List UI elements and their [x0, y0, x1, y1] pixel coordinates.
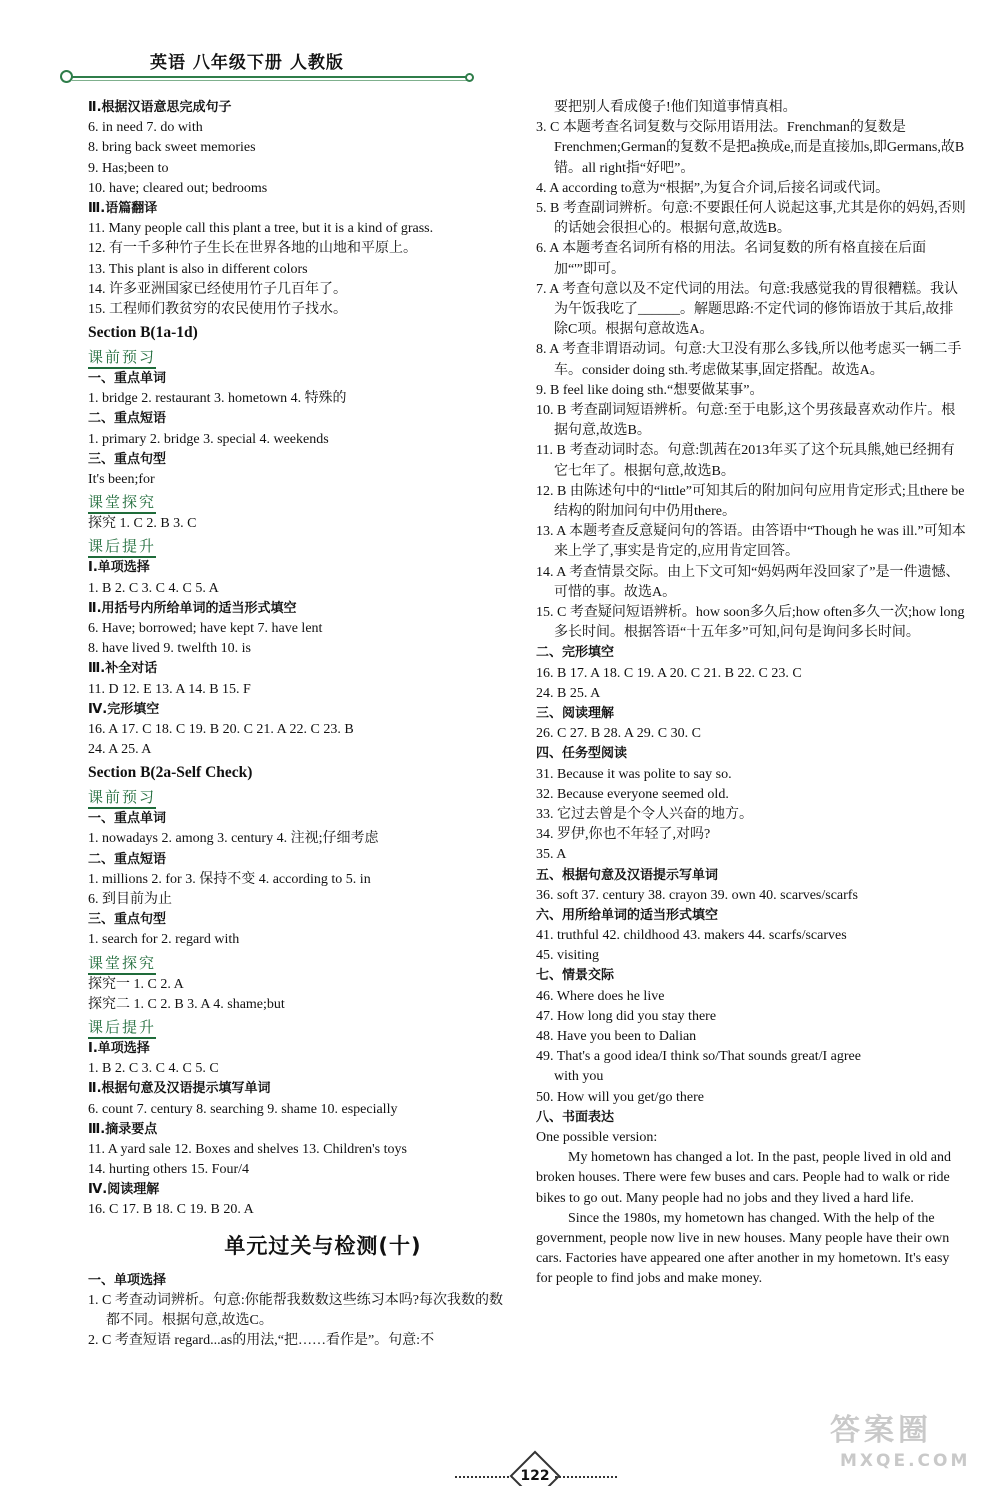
answer-line: It's been;for: [88, 472, 155, 487]
section-heading: 三、阅读理解: [536, 706, 615, 722]
stage-label: [88, 1015, 508, 1039]
essay-paragraph: My hometown has changed a lot. In the past, people lived in old and broken houses. There were few buses and cars. People had to walk or ride bikes to go out. Many people had no jobs and they lived a hard life.: [536, 1150, 951, 1206]
watermark-logo-text: 答案圈: [830, 1413, 932, 1448]
answer-line: 1. bridge 2. restaurant 3. hometown 4. 特殊的: [88, 391, 347, 407]
explanation-item: 7. A 考查句意以及不定代词的用法。句意:我感觉我的胃很糟糕。我认为午饭我吃了______。解题思路:不定代词的修饰语放于其后,故排除C项。根据句意故选A。: [536, 281, 958, 338]
answer-line: 6. count 7. century 8. searching 9. shame 10. especially: [88, 1101, 398, 1117]
answer-line: 6. Have; borrowed; have kept 7. have lent: [88, 620, 323, 636]
stage-label-text: 课后提升: [88, 1018, 156, 1039]
answer-line: 探究二 1. C 2. B 3. A 4. shame;but: [88, 996, 285, 1012]
section-title: Section B(1a-1d): [88, 324, 198, 342]
explanation-item: 11. B 考查动词时态。句意:凯茜在2013年买了这个玩具熊,她已经拥有它七年了。根据句意,故选B。: [536, 443, 955, 479]
section-heading: 五、根据句意及汉语提示写单词: [536, 867, 719, 883]
stage-label-text: 课前预习: [88, 348, 156, 369]
unit-title: 单元过关与检测(十): [224, 1233, 422, 1258]
section-title: Section B(2a-Self Check): [88, 764, 253, 782]
explanation-item: 1. C 考查动词辨析。句意:你能帮我数数这些练习本吗?每次我数的数都不同。根据句意,故选C。: [88, 1292, 503, 1329]
right-column: [536, 98, 966, 1290]
answer-line: 34. 罗伊,你也不年轻了,对吗?: [536, 827, 711, 843]
section-heading: Ⅲ.摘录要点: [88, 1121, 158, 1137]
answer-line: 46. Where does he live: [536, 988, 665, 1004]
answer-line: One possible version:: [536, 1129, 658, 1145]
explanation-item: 14. A 考查情景交际。由上下文可知“妈妈两年没回家了”是一件遗憾、可惜的事。故选A。: [536, 564, 960, 600]
explanation-item: 13. A 本题考查反意疑问句的答语。由答语中“Though he was ill.”可知本来上学了,事实是肯定的,应用肯定回答。: [536, 524, 966, 560]
explanation-item: 12. B 由陈述句中的“little”可知其后的附加问句应用肯定形式;且there be结构的附加问句中仍用there。: [536, 483, 965, 520]
explanation-item: 15. C 考查疑问短语辨析。how soon多久后;how often多久一次;how long多长时间。根据答语“十五年多”可知,问句是询问多长时间。: [536, 605, 965, 641]
page-footer: [455, 1462, 615, 1486]
answer-line: 41. truthful 42. childhood 43. makers 44. scarfs/scarves: [536, 928, 847, 944]
answer-line: 45. visiting: [536, 948, 600, 964]
stage-label: [88, 490, 508, 514]
answer-line: 13. This plant is also in different colors: [88, 261, 308, 277]
answer-line: 1. primary 2. bridge 3. special 4. weekends: [88, 431, 329, 447]
section-heading: 三、重点句型: [88, 912, 167, 928]
book-title: 英语 八年级下册 人教版: [150, 53, 344, 73]
answer-line: 12. 有一千多种竹子生长在世界各地的山地和平原上。: [88, 241, 417, 257]
stage-label: [88, 345, 508, 369]
answer-line: 16. C 17. B 18. C 19. B 20. A: [88, 1202, 254, 1218]
section-heading: Ⅱ.根据句意及汉语提示填写单词: [88, 1081, 271, 1097]
continuation-line: 要把别人看成傻子!他们知道事情真相。: [554, 100, 797, 115]
explanation-item: 6. A 本题考查名词所有格的用法。名词复数的所有格直接在后面加“'”即可。: [536, 241, 927, 277]
explanation-item: 9. B feel like doing sth.“想要做某事”。: [536, 382, 764, 398]
left-column: [88, 98, 508, 1351]
section-heading: Ⅲ.语篇翻译: [88, 200, 158, 216]
stage-label: [88, 785, 508, 809]
stage-label: [88, 951, 508, 975]
section-heading: 三、重点句型: [88, 451, 167, 467]
essay-paragraph: Since the 1980s, my hometown has changed. With the help of the government, people now live in new houses. Many people have their own cars. Factories have appeared one after another in my hometown. It's easy for people to find jobs and make money.: [536, 1210, 950, 1287]
explanation-item: 2. C 考查短语 regard...as的用法,“把……看作是”。句意:不: [88, 1333, 435, 1349]
answer-line: 1. B 2. C 3. C 4. C 5. C: [88, 1061, 219, 1077]
page-number-badge: [510, 1451, 561, 1486]
section-heading: 一、重点单词: [88, 371, 167, 387]
answer-line: 24. B 25. A: [536, 685, 601, 701]
section-heading: 一、单项选择: [88, 1272, 167, 1288]
answer-line: 24. A 25. A: [88, 742, 152, 758]
answer-line: 6. in need 7. do with: [88, 120, 203, 136]
answer-line: 16. A 17. C 18. C 19. B 20. C 21. A 22. C 23. B: [88, 721, 354, 737]
answer-line: 10. have; cleared out; bedrooms: [88, 180, 268, 196]
continuation-line: with you: [554, 1069, 604, 1085]
answer-line: 6. 到目前为止: [88, 892, 172, 907]
answer-line: 探究一 1. C 2. A: [88, 976, 184, 992]
section-heading: Ⅳ.完形填空: [88, 701, 160, 717]
page-header: [60, 48, 470, 88]
stage-label-text: 课前预习: [88, 788, 156, 809]
explanation-item: 10. B 考查副词短语辨析。句意:至于电影,这个男孩最喜欢动作片。根据句意,故选B。: [536, 403, 956, 439]
section-heading: 二、重点短语: [88, 851, 167, 867]
stage-label-text: 课堂探究: [88, 493, 156, 514]
header-rule-thin: [72, 80, 472, 81]
section-heading: Ⅲ.补全对话: [88, 661, 158, 677]
answer-line: 33. 它过去曾是个令人兴奋的地方。: [536, 806, 753, 822]
header-rule: [72, 76, 472, 78]
footer-dots-right: [555, 1476, 617, 1478]
section-heading: Ⅰ.单项选择: [88, 560, 150, 576]
answer-line: 1. nowadays 2. among 3. century 4. 注视;仔细考虑: [88, 831, 379, 847]
answer-line: 31. Because it was polite to say so.: [536, 766, 732, 782]
answer-line: 探究 1. C 2. B 3. C: [88, 516, 197, 532]
explanation-item: 3. C 本题考查名词复数与交际用语用法。Frenchman的复数是Frenchmen;German的复数不是把a换成e,而是直接加s,即Germans,故B错。all right指“好吧”。: [536, 120, 965, 176]
answer-line: 32. Because everyone seemed old.: [536, 786, 729, 802]
answer-line: 49. That's a good idea/I think so/That sounds great/I agree: [536, 1049, 861, 1065]
answer-line: 50. How will you get/go there: [536, 1089, 704, 1105]
answer-line: 14. hurting others 15. Four/4: [88, 1162, 249, 1178]
watermark: [830, 1412, 990, 1482]
stage-label-text: 课堂探究: [88, 954, 156, 975]
footer-dots-left: [455, 1476, 517, 1478]
answer-line: 35. A: [536, 847, 567, 863]
answer-line: 9. Has;been to: [88, 160, 169, 176]
answer-line: 8. bring back sweet memories: [88, 140, 256, 156]
section-heading: Ⅱ.用括号内所给单词的适当形式填空: [88, 600, 297, 616]
answer-line: 1. search for 2. regard with: [88, 932, 240, 948]
answer-line: 14. 许多亚洲国家已经使用竹子几百年了。: [88, 281, 347, 297]
header-ring-right: [465, 73, 474, 82]
stage-label-text: 课后提升: [88, 537, 156, 558]
section-heading: 二、重点短语: [88, 411, 167, 427]
section-heading: 二、完形填空: [536, 645, 615, 661]
answer-line: 11. D 12. E 13. A 14. B 15. F: [88, 681, 251, 697]
section-heading: 一、重点单词: [88, 811, 167, 827]
answer-line: 36. soft 37. century 38. crayon 39. own 40. scarves/scarfs: [536, 887, 858, 903]
answer-line: 1. B 2. C 3. C 4. C 5. A: [88, 580, 219, 596]
answer-line: 8. have lived 9. twelfth 10. is: [88, 641, 251, 657]
watermark-url: MXQE.COM: [840, 1451, 971, 1471]
answer-line: 47. How long did you stay there: [536, 1008, 717, 1024]
answer-line: 1. millions 2. for 3. 保持不变 4. according to 5. in: [88, 871, 371, 887]
answer-line: 48. Have you been to Dalian: [536, 1029, 697, 1045]
answer-line: 11. A yard sale 12. Boxes and shelves 13. Children's toys: [88, 1141, 407, 1157]
stage-label: [88, 534, 508, 558]
page-number: 122: [520, 1468, 550, 1484]
section-heading: Ⅳ.阅读理解: [88, 1182, 160, 1198]
explanation-item: 8. A 考查非谓语动词。句意:大卫没有那么多钱,所以他考虑买一辆二手车。consider doing sth.考虑做某事,固定搭配。故选A。: [536, 342, 962, 378]
answer-line: 16. B 17. A 18. C 19. A 20. C 21. B 22. C 23. C: [536, 665, 802, 681]
section-heading: 八、书面表达: [536, 1109, 615, 1125]
section-heading: Ⅱ.根据汉语意思完成句子: [88, 100, 232, 115]
answer-line: 15. 工程师们教贫穷的农民使用竹子找水。: [88, 301, 347, 317]
answer-line: 26. C 27. B 28. A 29. C 30. C: [536, 726, 701, 742]
section-heading: Ⅰ.单项选择: [88, 1040, 150, 1056]
answer-line: 11. Many people call this plant a tree, but it is a kind of grass.: [88, 221, 434, 237]
explanation-item: 4. A according to意为“根据”,为复合介词,后接名词或代词。: [536, 180, 890, 196]
explanation-item: 5. B 考查副词辨析。句意:不要跟任何人说起这事,尤其是你的妈妈,否则的话她会很担心的。根据句意,故选B。: [536, 201, 966, 237]
section-heading: 六、用所给单词的适当形式填空: [536, 907, 719, 923]
section-heading: 七、情景交际: [536, 968, 615, 984]
section-heading: 四、任务型阅读: [536, 746, 628, 762]
